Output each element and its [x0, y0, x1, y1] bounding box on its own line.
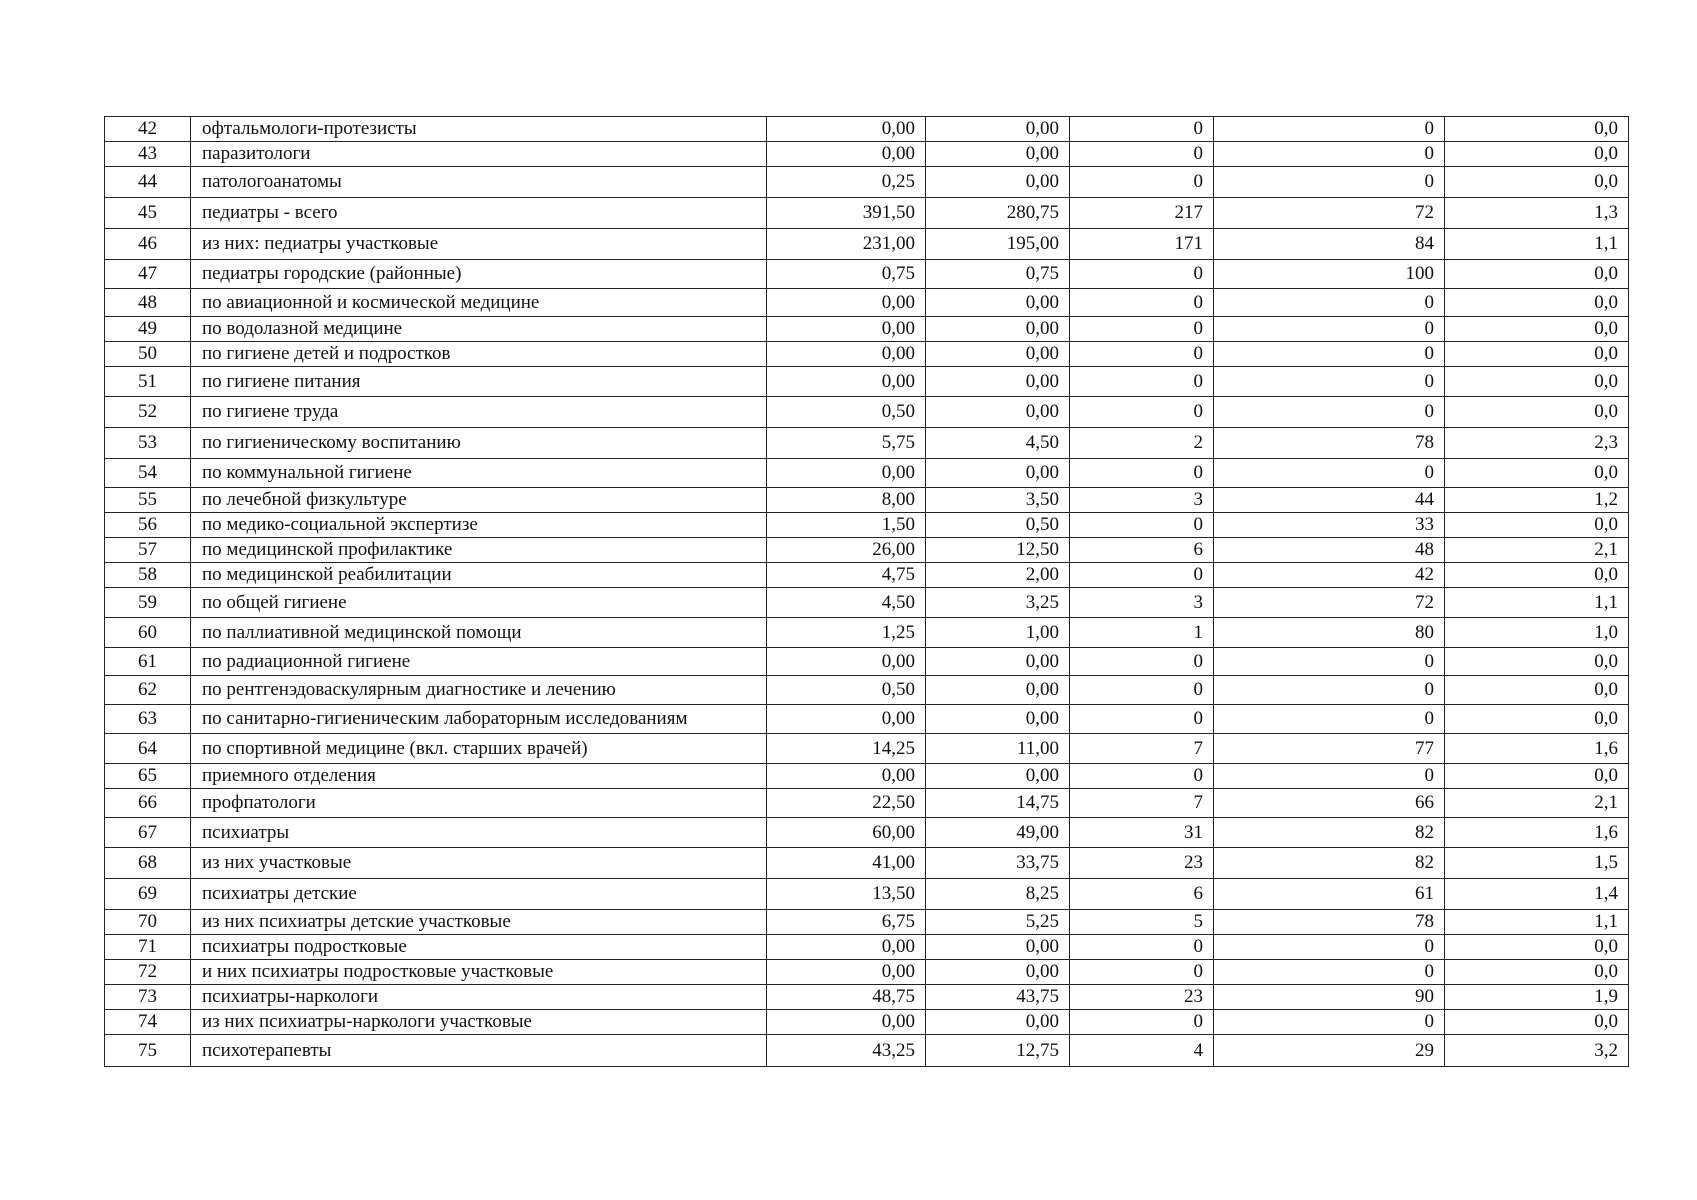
value-4-cell: 61	[1214, 879, 1445, 910]
specialty-name-cell: по водолазной медицине	[191, 317, 767, 342]
value-5-cell: 1,2	[1445, 488, 1629, 513]
row-number-cell: 46	[105, 229, 191, 260]
value-2-cell: 0,00	[926, 167, 1070, 198]
value-4-cell: 33	[1214, 513, 1445, 538]
value-1-cell: 1,50	[767, 513, 926, 538]
value-4-cell: 0	[1214, 317, 1445, 342]
table-row	[105, 289, 1629, 317]
value-5-cell: 1,1	[1445, 910, 1629, 935]
specialty-name-cell: по гигиеническому воспитанию	[191, 428, 767, 459]
value-2-cell: 12,50	[926, 538, 1070, 563]
specialty-name-cell: по радиационной гигиене	[191, 648, 767, 676]
value-3-cell: 3	[1070, 488, 1214, 513]
value-5-cell: 0,0	[1445, 513, 1629, 538]
value-1-cell: 0,00	[767, 705, 926, 734]
specialty-name-cell: по паллиативной медицинской помощи	[191, 618, 767, 648]
value-4-cell: 80	[1214, 618, 1445, 648]
specialty-name-cell: из них психиатры детские участковые	[191, 910, 767, 935]
row-number-cell: 62	[105, 676, 191, 705]
value-5-cell: 1,0	[1445, 618, 1629, 648]
specialty-name-cell: психотерапевты	[191, 1035, 767, 1067]
value-1-cell: 0,00	[767, 935, 926, 960]
row-number-cell: 44	[105, 167, 191, 198]
value-2-cell: 280,75	[926, 198, 1070, 229]
value-3-cell: 0	[1070, 317, 1214, 342]
value-5-cell: 0,0	[1445, 648, 1629, 676]
value-3-cell: 6	[1070, 879, 1214, 910]
value-5-cell: 0,0	[1445, 935, 1629, 960]
value-1-cell: 0,50	[767, 676, 926, 705]
value-2-cell: 0,00	[926, 648, 1070, 676]
value-3-cell: 7	[1070, 734, 1214, 764]
specialty-name-cell: психиатры-наркологи	[191, 985, 767, 1010]
row-number-cell: 49	[105, 317, 191, 342]
row-number-cell: 45	[105, 198, 191, 229]
row-number-cell: 69	[105, 879, 191, 910]
table-row	[105, 648, 1629, 676]
value-3-cell: 0	[1070, 960, 1214, 985]
value-1-cell: 22,50	[767, 789, 926, 818]
table-row	[105, 513, 1629, 538]
value-1-cell: 4,50	[767, 588, 926, 618]
value-2-cell: 49,00	[926, 818, 1070, 848]
value-3-cell: 0	[1070, 260, 1214, 289]
value-2-cell: 0,00	[926, 142, 1070, 167]
value-2-cell: 0,00	[926, 764, 1070, 789]
specialty-name-cell: психиатры	[191, 818, 767, 848]
table-row	[105, 538, 1629, 563]
table-row	[105, 848, 1629, 879]
value-3-cell: 0	[1070, 397, 1214, 428]
value-4-cell: 72	[1214, 588, 1445, 618]
row-number-cell: 66	[105, 789, 191, 818]
value-2-cell: 3,25	[926, 588, 1070, 618]
value-4-cell: 0	[1214, 705, 1445, 734]
value-3-cell: 0	[1070, 289, 1214, 317]
value-5-cell: 0,0	[1445, 397, 1629, 428]
value-5-cell: 1,6	[1445, 734, 1629, 764]
value-2-cell: 0,00	[926, 289, 1070, 317]
row-number-cell: 47	[105, 260, 191, 289]
table-row	[105, 459, 1629, 488]
value-4-cell: 0	[1214, 289, 1445, 317]
specialty-name-cell: по гигиене питания	[191, 367, 767, 397]
row-number-cell: 63	[105, 705, 191, 734]
value-3-cell: 171	[1070, 229, 1214, 260]
value-4-cell: 0	[1214, 367, 1445, 397]
value-1-cell: 60,00	[767, 818, 926, 848]
table-row	[105, 367, 1629, 397]
specialty-name-cell: патологоанатомы	[191, 167, 767, 198]
value-2-cell: 12,75	[926, 1035, 1070, 1067]
table-row	[105, 985, 1629, 1010]
value-3-cell: 0	[1070, 167, 1214, 198]
value-1-cell: 1,25	[767, 618, 926, 648]
value-1-cell: 0,00	[767, 960, 926, 985]
value-1-cell: 0,00	[767, 764, 926, 789]
table-row	[105, 142, 1629, 167]
value-5-cell: 0,0	[1445, 676, 1629, 705]
value-1-cell: 231,00	[767, 229, 926, 260]
value-1-cell: 6,75	[767, 910, 926, 935]
value-3-cell: 5	[1070, 910, 1214, 935]
specialty-name-cell: паразитологи	[191, 142, 767, 167]
value-4-cell: 90	[1214, 985, 1445, 1010]
value-1-cell: 0,00	[767, 459, 926, 488]
specialty-name-cell: психиатры детские	[191, 879, 767, 910]
value-2-cell: 0,75	[926, 260, 1070, 289]
table-row	[105, 734, 1629, 764]
value-2-cell: 3,50	[926, 488, 1070, 513]
specialty-name-cell: офтальмологи-протезисты	[191, 117, 767, 142]
value-2-cell: 0,00	[926, 676, 1070, 705]
value-5-cell: 0,0	[1445, 705, 1629, 734]
value-4-cell: 44	[1214, 488, 1445, 513]
value-3-cell: 0	[1070, 935, 1214, 960]
table-row	[105, 428, 1629, 459]
value-5-cell: 0,0	[1445, 167, 1629, 198]
value-3-cell: 1	[1070, 618, 1214, 648]
row-number-cell: 57	[105, 538, 191, 563]
value-3-cell: 0	[1070, 1010, 1214, 1035]
value-4-cell: 82	[1214, 818, 1445, 848]
value-4-cell: 0	[1214, 117, 1445, 142]
value-3-cell: 2	[1070, 428, 1214, 459]
value-3-cell: 0	[1070, 648, 1214, 676]
value-1-cell: 391,50	[767, 198, 926, 229]
table-row	[105, 935, 1629, 960]
value-3-cell: 0	[1070, 513, 1214, 538]
value-5-cell: 2,3	[1445, 428, 1629, 459]
value-1-cell: 0,00	[767, 648, 926, 676]
specialty-name-cell: и них психиатры подростковые участковые	[191, 960, 767, 985]
value-2-cell: 0,00	[926, 317, 1070, 342]
value-4-cell: 0	[1214, 764, 1445, 789]
value-5-cell: 1,5	[1445, 848, 1629, 879]
row-number-cell: 72	[105, 960, 191, 985]
row-number-cell: 70	[105, 910, 191, 935]
staffing-table	[104, 116, 1629, 1067]
value-4-cell: 0	[1214, 960, 1445, 985]
value-2-cell: 0,00	[926, 117, 1070, 142]
value-5-cell: 0,0	[1445, 459, 1629, 488]
value-3-cell: 0	[1070, 117, 1214, 142]
table-row	[105, 818, 1629, 848]
value-1-cell: 0,50	[767, 397, 926, 428]
value-2-cell: 0,00	[926, 459, 1070, 488]
value-2-cell: 4,50	[926, 428, 1070, 459]
value-3-cell: 0	[1070, 563, 1214, 588]
value-1-cell: 0,00	[767, 1010, 926, 1035]
value-1-cell: 5,75	[767, 428, 926, 459]
value-3-cell: 31	[1070, 818, 1214, 848]
value-3-cell: 0	[1070, 142, 1214, 167]
value-5-cell: 1,4	[1445, 879, 1629, 910]
table-row	[105, 488, 1629, 513]
value-2-cell: 0,50	[926, 513, 1070, 538]
specialty-name-cell: по коммунальной гигиене	[191, 459, 767, 488]
value-5-cell: 0,0	[1445, 117, 1629, 142]
value-5-cell: 1,9	[1445, 985, 1629, 1010]
table-row	[105, 960, 1629, 985]
specialty-name-cell: психиатры подростковые	[191, 935, 767, 960]
value-2-cell: 0,00	[926, 705, 1070, 734]
value-5-cell: 0,0	[1445, 260, 1629, 289]
value-5-cell: 1,1	[1445, 588, 1629, 618]
value-1-cell: 0,00	[767, 317, 926, 342]
value-5-cell: 0,0	[1445, 764, 1629, 789]
table-row	[105, 705, 1629, 734]
value-3-cell: 0	[1070, 705, 1214, 734]
table-row	[105, 260, 1629, 289]
specialty-name-cell: педиатры - всего	[191, 198, 767, 229]
value-4-cell: 66	[1214, 789, 1445, 818]
row-number-cell: 64	[105, 734, 191, 764]
row-number-cell: 73	[105, 985, 191, 1010]
table-row	[105, 198, 1629, 229]
value-2-cell: 8,25	[926, 879, 1070, 910]
value-2-cell: 14,75	[926, 789, 1070, 818]
value-2-cell: 5,25	[926, 910, 1070, 935]
value-5-cell: 0,0	[1445, 367, 1629, 397]
specialty-name-cell: по гигиене детей и подростков	[191, 342, 767, 367]
value-4-cell: 0	[1214, 648, 1445, 676]
value-4-cell: 78	[1214, 910, 1445, 935]
value-1-cell: 26,00	[767, 538, 926, 563]
row-number-cell: 53	[105, 428, 191, 459]
specialty-name-cell: из них: педиатры участковые	[191, 229, 767, 260]
value-2-cell: 1,00	[926, 618, 1070, 648]
value-3-cell: 23	[1070, 848, 1214, 879]
value-4-cell: 0	[1214, 397, 1445, 428]
value-1-cell: 48,75	[767, 985, 926, 1010]
specialty-name-cell: по авиационной и космической медицине	[191, 289, 767, 317]
row-number-cell: 56	[105, 513, 191, 538]
specialty-name-cell: по лечебной физкультуре	[191, 488, 767, 513]
value-1-cell: 4,75	[767, 563, 926, 588]
table-row	[105, 618, 1629, 648]
value-5-cell: 0,0	[1445, 289, 1629, 317]
table-row	[105, 229, 1629, 260]
value-4-cell: 29	[1214, 1035, 1445, 1067]
value-2-cell: 11,00	[926, 734, 1070, 764]
value-4-cell: 0	[1214, 459, 1445, 488]
row-number-cell: 50	[105, 342, 191, 367]
value-1-cell: 0,25	[767, 167, 926, 198]
value-4-cell: 100	[1214, 260, 1445, 289]
value-1-cell: 0,00	[767, 142, 926, 167]
table-row	[105, 397, 1629, 428]
table-row	[105, 167, 1629, 198]
value-2-cell: 0,00	[926, 935, 1070, 960]
value-3-cell: 7	[1070, 789, 1214, 818]
value-4-cell: 42	[1214, 563, 1445, 588]
value-3-cell: 6	[1070, 538, 1214, 563]
value-4-cell: 0	[1214, 935, 1445, 960]
value-2-cell: 43,75	[926, 985, 1070, 1010]
row-number-cell: 42	[105, 117, 191, 142]
table-row	[105, 317, 1629, 342]
specialty-name-cell: профпатологи	[191, 789, 767, 818]
specialty-name-cell: по спортивной медицине (вкл. старших врачей)	[191, 734, 767, 764]
row-number-cell: 65	[105, 764, 191, 789]
specialty-name-cell: по медицинской реабилитации	[191, 563, 767, 588]
table-row	[105, 588, 1629, 618]
table-row	[105, 117, 1629, 142]
value-2-cell: 2,00	[926, 563, 1070, 588]
value-4-cell: 0	[1214, 167, 1445, 198]
table-row	[105, 563, 1629, 588]
value-5-cell: 0,0	[1445, 1010, 1629, 1035]
value-5-cell: 2,1	[1445, 538, 1629, 563]
row-number-cell: 60	[105, 618, 191, 648]
value-1-cell: 0,00	[767, 289, 926, 317]
value-5-cell: 0,0	[1445, 317, 1629, 342]
table-body	[105, 117, 1629, 1067]
specialty-name-cell: по общей гигиене	[191, 588, 767, 618]
value-5-cell: 1,1	[1445, 229, 1629, 260]
value-5-cell: 2,1	[1445, 789, 1629, 818]
specialty-name-cell: по санитарно-гигиеническим лабораторным исследованиям	[191, 705, 767, 734]
value-2-cell: 0,00	[926, 342, 1070, 367]
specialty-name-cell: педиатры городские (районные)	[191, 260, 767, 289]
row-number-cell: 71	[105, 935, 191, 960]
value-4-cell: 0	[1214, 1010, 1445, 1035]
value-1-cell: 14,25	[767, 734, 926, 764]
row-number-cell: 75	[105, 1035, 191, 1067]
table-row	[105, 879, 1629, 910]
value-1-cell: 41,00	[767, 848, 926, 879]
value-1-cell: 0,00	[767, 367, 926, 397]
table-row	[105, 789, 1629, 818]
specialty-name-cell: по гигиене труда	[191, 397, 767, 428]
value-5-cell: 1,6	[1445, 818, 1629, 848]
value-5-cell: 1,3	[1445, 198, 1629, 229]
row-number-cell: 55	[105, 488, 191, 513]
specialty-name-cell: из них участковые	[191, 848, 767, 879]
row-number-cell: 67	[105, 818, 191, 848]
row-number-cell: 48	[105, 289, 191, 317]
row-number-cell: 74	[105, 1010, 191, 1035]
row-number-cell: 58	[105, 563, 191, 588]
table-row	[105, 910, 1629, 935]
row-number-cell: 68	[105, 848, 191, 879]
specialty-name-cell: по медико-социальной экспертизе	[191, 513, 767, 538]
row-number-cell: 52	[105, 397, 191, 428]
value-1-cell: 0,75	[767, 260, 926, 289]
specialty-name-cell: приемного отделения	[191, 764, 767, 789]
value-4-cell: 84	[1214, 229, 1445, 260]
value-4-cell: 72	[1214, 198, 1445, 229]
table-row	[105, 1035, 1629, 1067]
value-1-cell: 0,00	[767, 117, 926, 142]
value-4-cell: 48	[1214, 538, 1445, 563]
row-number-cell: 51	[105, 367, 191, 397]
value-4-cell: 77	[1214, 734, 1445, 764]
value-2-cell: 0,00	[926, 367, 1070, 397]
value-1-cell: 13,50	[767, 879, 926, 910]
value-1-cell: 8,00	[767, 488, 926, 513]
value-2-cell: 0,00	[926, 397, 1070, 428]
table-row	[105, 342, 1629, 367]
specialty-name-cell: по медицинской профилактике	[191, 538, 767, 563]
value-3-cell: 3	[1070, 588, 1214, 618]
value-4-cell: 0	[1214, 676, 1445, 705]
value-2-cell: 33,75	[926, 848, 1070, 879]
value-3-cell: 0	[1070, 764, 1214, 789]
specialty-name-cell: по рентгенэдоваскулярным диагностике и лечению	[191, 676, 767, 705]
value-3-cell: 0	[1070, 367, 1214, 397]
value-3-cell: 23	[1070, 985, 1214, 1010]
value-4-cell: 0	[1214, 142, 1445, 167]
value-5-cell: 0,0	[1445, 563, 1629, 588]
value-3-cell: 0	[1070, 676, 1214, 705]
row-number-cell: 59	[105, 588, 191, 618]
row-number-cell: 54	[105, 459, 191, 488]
value-5-cell: 0,0	[1445, 960, 1629, 985]
value-5-cell: 0,0	[1445, 142, 1629, 167]
value-5-cell: 3,2	[1445, 1035, 1629, 1067]
table-row	[105, 764, 1629, 789]
value-3-cell: 0	[1070, 342, 1214, 367]
table-row	[105, 676, 1629, 705]
row-number-cell: 61	[105, 648, 191, 676]
specialty-name-cell: из них психиатры-наркологи участковые	[191, 1010, 767, 1035]
value-4-cell: 82	[1214, 848, 1445, 879]
value-2-cell: 0,00	[926, 1010, 1070, 1035]
value-4-cell: 78	[1214, 428, 1445, 459]
value-2-cell: 195,00	[926, 229, 1070, 260]
value-2-cell: 0,00	[926, 960, 1070, 985]
value-3-cell: 217	[1070, 198, 1214, 229]
row-number-cell: 43	[105, 142, 191, 167]
value-1-cell: 43,25	[767, 1035, 926, 1067]
value-1-cell: 0,00	[767, 342, 926, 367]
table-row	[105, 1010, 1629, 1035]
value-3-cell: 4	[1070, 1035, 1214, 1067]
value-3-cell: 0	[1070, 459, 1214, 488]
value-4-cell: 0	[1214, 342, 1445, 367]
value-5-cell: 0,0	[1445, 342, 1629, 367]
